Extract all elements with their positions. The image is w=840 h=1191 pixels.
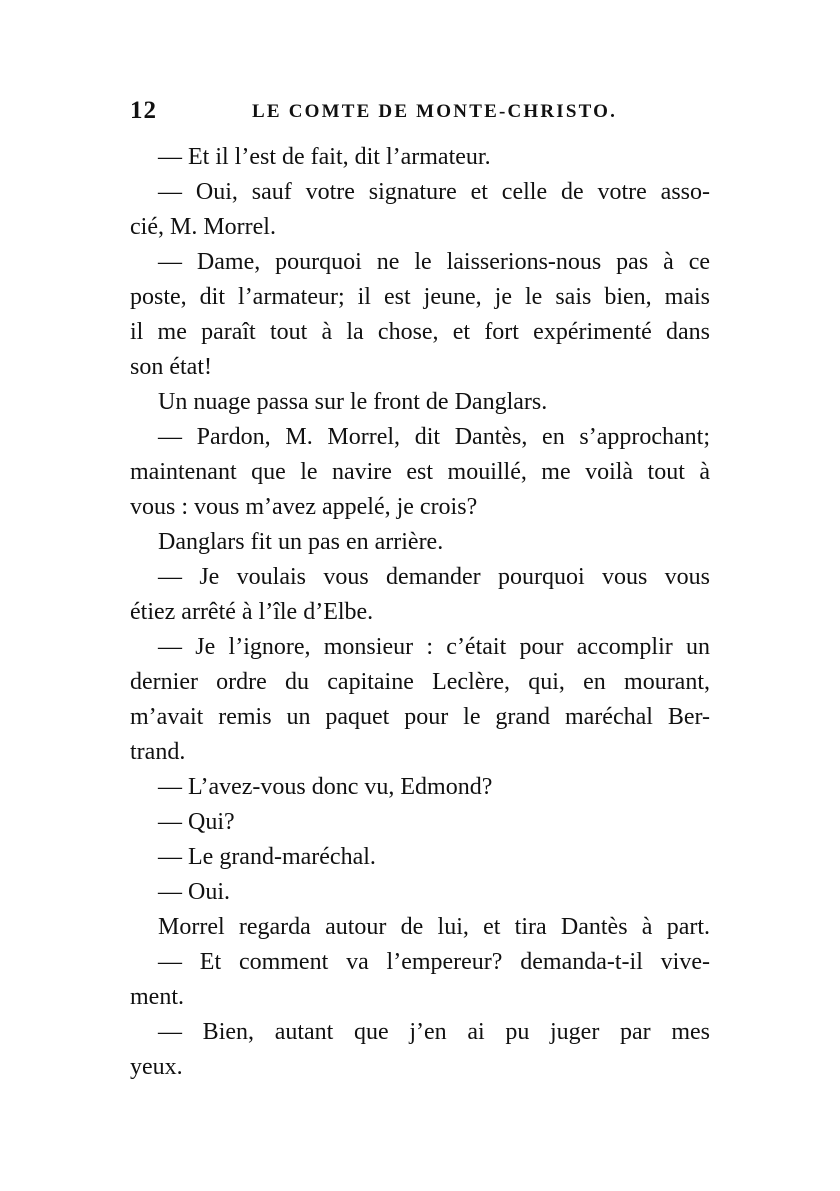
text-line: — Et il l’est de fait, dit l’armateur. — [158, 144, 491, 170]
page-header — [130, 97, 710, 131]
text-line: cié, M. Morrel. — [130, 214, 276, 240]
text-line: Un nuage passa sur le front de Danglars. — [158, 389, 548, 415]
text-line: — Je l’ignore, monsieur : c’était pour accomplir un — [158, 634, 710, 660]
text-line: il me paraît tout à la chose, et fort expérimenté dans — [130, 319, 710, 345]
running-title: LE COMTE DE MONTE-CHRISTO. — [252, 101, 618, 122]
text-line: dernier ordre du capitaine Leclère, qui, en mourant, — [130, 669, 710, 695]
text-line: trand. — [130, 739, 186, 765]
text-line: — Bien, autant que j’en ai pu juger par mes — [158, 1019, 710, 1045]
text-line: maintenant que le navire est mouillé, me voilà tout à — [130, 459, 710, 485]
page-number: 12 — [130, 97, 157, 124]
text-line: — Oui, sauf votre signature et celle de votre asso- — [158, 179, 710, 205]
text-line: m’avait remis un paquet pour le grand maréchal Ber- — [130, 704, 710, 730]
body-text — [130, 140, 710, 1085]
text-line: vous : vous m’avez appelé, je crois? — [130, 494, 478, 520]
text-line: ment. — [130, 984, 184, 1010]
text-line: — Je voulais vous demander pourquoi vous vous — [158, 564, 710, 590]
text-line: — Qui? — [158, 809, 235, 835]
text-line: yeux. — [130, 1054, 183, 1080]
text-line: — Le grand-maréchal. — [158, 844, 376, 870]
text-line: Morrel regarda autour de lui, et tira Dantès à part. — [158, 914, 710, 940]
text-line: poste, dit l’armateur; il est jeune, je le sais bien, mais — [130, 284, 710, 310]
text-line: — Dame, pourquoi ne le laisserions-nous pas à ce — [158, 249, 710, 275]
text-line: Danglars fit un pas en arrière. — [158, 529, 444, 555]
text-line: — L’avez-vous donc vu, Edmond? — [158, 774, 493, 800]
text-line: — Oui. — [158, 879, 230, 905]
text-line: étiez arrêté à l’île d’Elbe. — [130, 599, 374, 625]
text-line: — Et comment va l’empereur? demanda-t-il vive- — [158, 949, 710, 975]
text-line: son état! — [130, 354, 212, 380]
text-line: — Pardon, M. Morrel, dit Dantès, en s’approchant; — [158, 424, 710, 450]
